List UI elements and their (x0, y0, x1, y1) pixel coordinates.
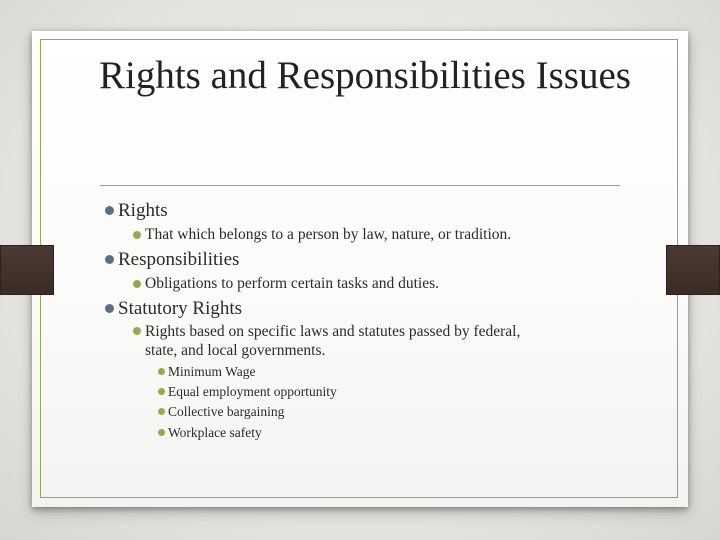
sub-bullet-responsibilities-definition (145, 275, 439, 293)
title-divider (100, 185, 620, 186)
bullet-text: Responsibilities (118, 249, 240, 270)
sub-sub-bullet-equal-employment (168, 384, 337, 400)
bullet-text: Obligations to perform certain tasks and duties. (145, 275, 440, 292)
left-binder-clip (0, 245, 54, 295)
bullet-dot-icon (105, 304, 114, 313)
sub-sub-bullet-minimum-wage (168, 364, 256, 380)
bullet-responsibilities (118, 249, 239, 271)
bullet-text: Workplace safety (168, 425, 262, 440)
bullet-dot-icon (133, 231, 141, 239)
bullet-text: Statutory Rights (118, 298, 243, 319)
bullet-text-continuation: state, and local governments. (145, 342, 326, 359)
bullet-dot-icon (105, 206, 114, 215)
bullet-text: Minimum Wage (168, 364, 256, 379)
bullet-dot-icon (105, 255, 114, 264)
bullet-text: That which belongs to a person by law, nature, or tradition. (145, 226, 512, 243)
sub-bullet-rights-definition (145, 226, 511, 244)
bullet-rights (118, 200, 168, 222)
sub-bullet-statutory-definition (145, 322, 520, 360)
bullet-text: Rights based on specific laws and statutes passed by federal, (145, 323, 521, 340)
slide-title: Rights and Responsibilities Issues (99, 54, 631, 97)
bullet-dot-icon (133, 280, 141, 288)
bullet-dot-icon (158, 368, 165, 375)
bullet-dot-icon (158, 388, 165, 395)
bullet-text: Equal employment opportunity (168, 384, 337, 399)
bullet-text: Collective bargaining (168, 404, 285, 419)
bullet-text: Rights (118, 200, 168, 221)
sub-sub-bullet-workplace-safety (168, 425, 262, 441)
bullet-statutory-rights (118, 298, 242, 320)
bullet-dot-icon (158, 408, 165, 415)
right-binder-clip (666, 245, 720, 295)
bullet-dot-icon (158, 429, 165, 436)
sub-sub-bullet-collective-bargaining (168, 404, 284, 420)
bullet-dot-icon (133, 327, 141, 335)
